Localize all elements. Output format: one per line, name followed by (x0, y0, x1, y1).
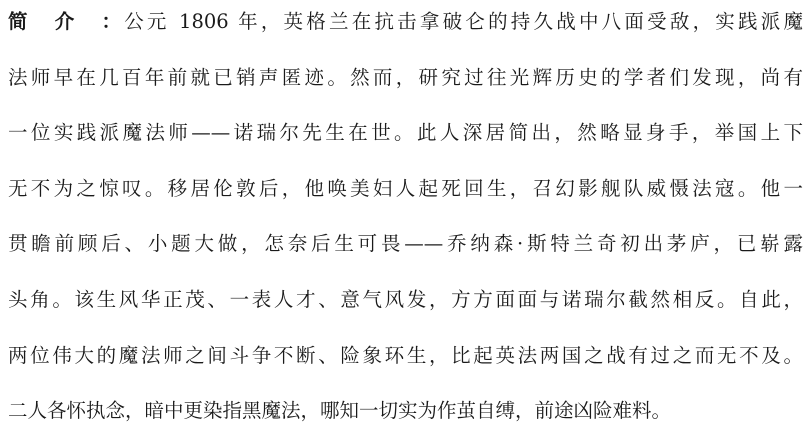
synopsis-document (8, 0, 803, 445)
synopsis-line-text: 公元 1806 年，英格兰在抗击拿破仑的持久战中八面受敌，实践派魔 (124, 10, 803, 33)
synopsis-line-5: 贯瞻前顾后、小题大做，怎奈后生可畏——乔纳森·斯特兰奇初出茅庐，已崭露 (8, 232, 803, 256)
synopsis-line-4: 无不为之惊叹。移居伦敦后，他唤美妇人起死回生，召幻影舰队威慑法寇。他一 (8, 176, 803, 200)
synopsis-line-3: 一位实践派魔法师——诺瑞尔先生在世。此人深居简出，然略显身手，举国上下 (8, 121, 803, 145)
synopsis-line-7: 两位伟大的魔法师之间斗争不断、险象环生，比起英法两国之战有过之而无不及。 (8, 343, 803, 367)
synopsis-label: 简介 (8, 10, 102, 33)
synopsis-line-2: 法师早在几百年前就已销声匿迹。然而，研究过往光辉历史的学者们发现，尚有 (8, 65, 803, 89)
synopsis-line-1 (8, 0, 803, 56)
synopsis-line-8: 二人各怀执念，暗中更染指黑魔法，哪知一切实为作茧自缚，前途凶险难料。 (8, 399, 672, 423)
synopsis-colon: ： (101, 10, 125, 33)
synopsis-line-6: 头角。该生风华正茂、一表人才、意气风发，方方面面与诺瑞尔截然相反。自此， (8, 287, 803, 311)
